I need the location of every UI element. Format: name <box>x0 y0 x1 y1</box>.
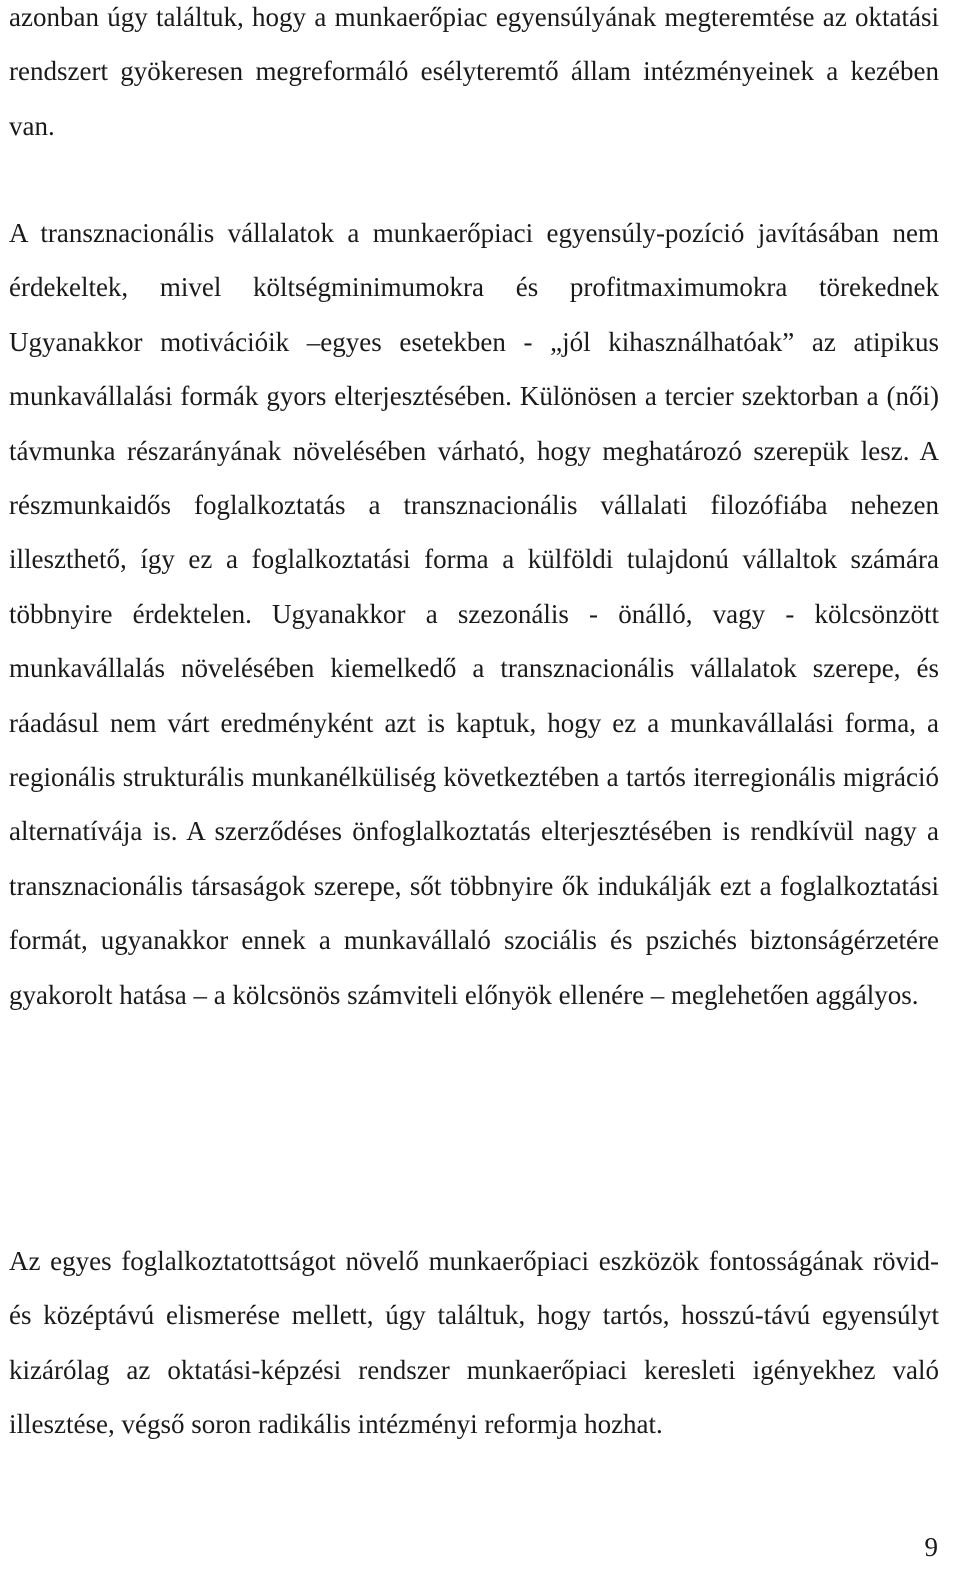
paragraph-2: A transznacionális vállalatok a munkaerőpiaci egyensúly-pozíció javításában nem érdekeltek, mivel költségminimumokra és profitmaximumokra törekednek Ugyanakkor motivációik –egyes esetekben - „jól kihasználhatóak” az atipikus munkavállalási formák gyors elterjesztésében. Különösen a tercier szektorban a (női) távmunka részarányának növelésében várható, hogy meghatározó szerepük lesz. A részmunkaidős foglalkoztatás a transznacionális vállalati filozófiába nehezen illeszthető, így ez a foglalkoztatási forma a külföldi tulajdonú vállaltok számára többnyire érdektelen. Ugyanakkor a szezonális - önálló, vagy - kölcsönzött munkavállalás növelésében kiemelkedő a transznacionális vállalatok szerepe, és ráadásul nem várt eredményként azt is kaptuk, hogy ez a munkavállalási forma, a regionális strukturális munkanélküliség következtében a tartós iterregionális migráció alternatívája is. A szerződéses önfoglalkoztatás elterjesztésében is rendkívül nagy a transznacionális társaságok szerepe, sőt többnyire ők indukálják ezt a foglalkoztatási formát, ugyanakkor ennek a munkavállaló szociális és pszichés biztonságérzetére gyakorolt hatása – a kölcsönös számviteli előnyök ellenére – meglehetően aggályos. <box>9 218 939 1010</box>
page-number: 9 <box>924 1532 938 1562</box>
paragraph-1: azonban úgy találtuk, hogy a munkaerőpiac egyensúlyának megteremtése az oktatási rendszert gyökeresen megreformáló esélyteremtő állam intézményeinek a kezében van. <box>9 2 939 141</box>
paragraph-3: Az egyes foglalkoztatottságot növelő munkaerőpiaci eszközök fontosságának rövid- és középtávú elismerése mellett, úgy találtuk, hogy tartós, hosszú-távú egyensúlyt kizárólag az oktatási-képzési rendszer munkaerőpiaci keresleti igényekhez való illesztése, végső soron radikális intézményi reformja hozhat. <box>9 1246 939 1440</box>
